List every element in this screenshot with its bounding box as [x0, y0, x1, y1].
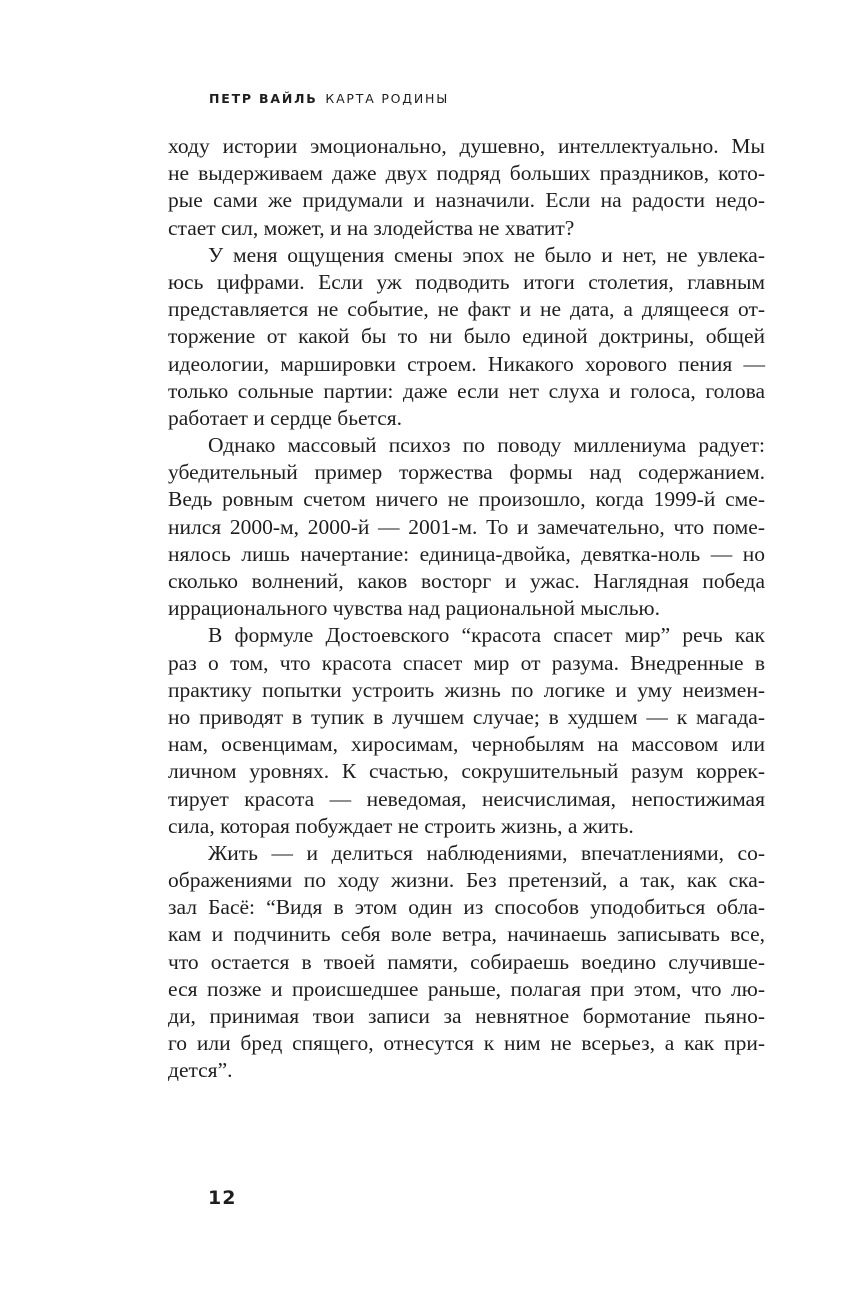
text-line: В формуле Достоевского “красота спасет мир” речь как	[208, 623, 765, 648]
text-line: практику попытки устроить жизнь по логике и уму неизмен-	[168, 677, 765, 702]
paragraph-continuation	[168, 133, 765, 242]
text-line: личном уровнях. К счастью, сокрушительный разум коррек-	[168, 759, 765, 784]
text-line: представляется не событие, не факт и не дата, а длящееся от-	[168, 297, 765, 322]
running-head-author: ПЕТР ВАЙЛЬ	[209, 91, 318, 106]
text-line: торжение от какой бы то ни было единой доктрины, общей	[168, 324, 765, 349]
text-line: ображениями по ходу жизни. Без претензий, а так, как ска-	[168, 868, 765, 893]
text-line: нам, освенцимам, хиросимам, чернобылям на массовом или	[168, 732, 765, 757]
text-line: рые сами же придумали и назначили. Если на радости недо-	[168, 188, 765, 213]
text-line: зал Басё: “Видя в этом один из способов уподобиться обла-	[168, 895, 765, 920]
text-line: раз о том, что красота спасет мир от разума. Внедренные в	[168, 650, 765, 675]
paragraph	[168, 622, 765, 840]
text-line: что остается в твоей памяти, собираешь воедино случивше-	[168, 949, 765, 974]
text-line: только сольные партии: даже если нет слуха и голоса, голова	[168, 378, 765, 403]
text-line: убедительный пример торжества формы над содержанием.	[168, 460, 765, 485]
text-line: Ведь ровным счетом ничего не произошло, когда 1999-й сме-	[168, 487, 765, 512]
text-line: дется”.	[168, 1058, 233, 1083]
text-line: юсь цифрами. Если уж подводить итоги столетия, главным	[168, 269, 765, 294]
text-line: но приводят в тупик в лучшем случае; в худшем — к магада-	[168, 704, 765, 729]
text-line: ходу истории эмоционально, душевно, интеллектуально. Мы	[168, 134, 765, 158]
paragraph	[168, 432, 765, 622]
text-line: сколько волнений, каков восторг и ужас. Наглядная победа	[168, 569, 765, 593]
text-line: ди, принимая твои записи за невнятное бормотание пьяно-	[168, 1004, 765, 1028]
text-line: иррационального чувства над рациональной мыслью.	[168, 596, 660, 621]
text-line: тирует красота — неведомая, неисчислимая, непостижимая	[168, 786, 765, 811]
text-line: Жить — и делиться наблюдениями, впечатлениями, со-	[208, 840, 765, 865]
running-head-title: КАРТА РОДИНЫ	[325, 91, 450, 106]
text-line: Однако массовый психоз по поводу миллениума радует:	[208, 433, 765, 458]
text-line: стает сил, может, и на злодейства не хватит?	[168, 215, 575, 240]
page-number: 12	[208, 1187, 237, 1209]
text-line: го или бред спящего, отнесутся к ним не всерьез, а как при-	[168, 1031, 765, 1056]
text-line: сила, которая побуждает не строить жизнь, а жить.	[168, 813, 634, 838]
text-line: кам и подчинить себя воле ветра, начинаешь записывать все,	[168, 922, 765, 947]
text-line: идеологии, маршировки строем. Никакого хорового пения —	[168, 351, 765, 376]
text-line: не выдерживаем даже двух подряд больших праздников, кото-	[168, 161, 765, 186]
running-head	[209, 91, 449, 106]
paragraph	[168, 840, 765, 1085]
body-text	[168, 133, 765, 1085]
paragraph	[168, 242, 765, 432]
text-line: еся позже и происшедшее раньше, полагая при этом, что лю-	[168, 976, 765, 1001]
text-line: нился 2000-м, 2000-й — 2001-м. То и замечательно, что поме-	[168, 514, 765, 539]
text-line: работает и сердце бьется.	[168, 405, 403, 430]
text-line: У меня ощущения смены эпох не было и нет, не увлека-	[208, 242, 765, 267]
text-line: нялось лишь начертание: единица-двойка, девятка-ноль — но	[168, 541, 765, 566]
